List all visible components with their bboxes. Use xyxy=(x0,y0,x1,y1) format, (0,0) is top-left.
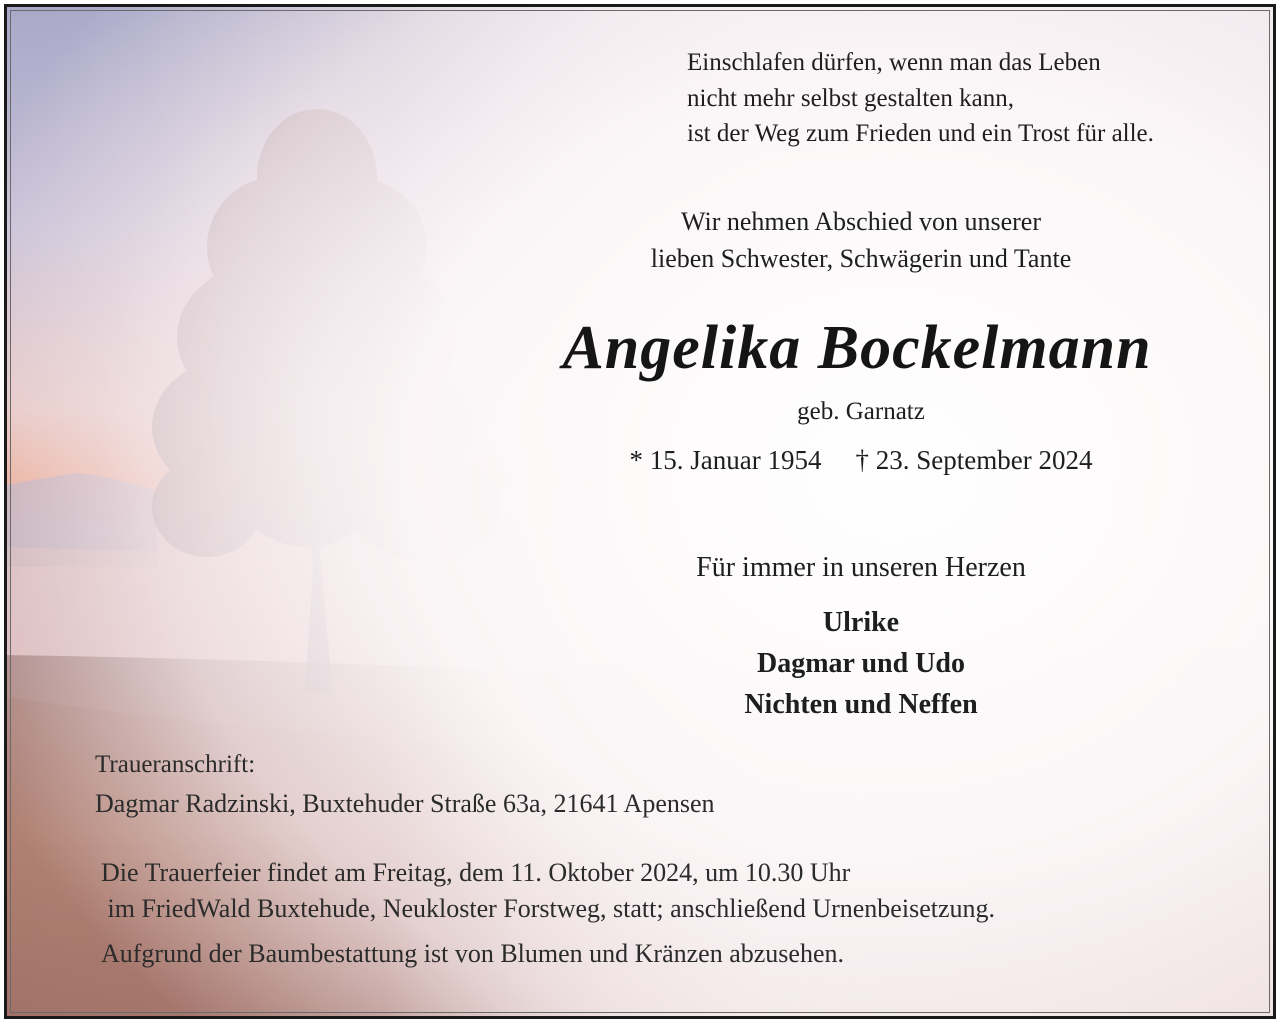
service-line-2: im FriedWald Buxtehude, Neukloster Forstweg, statt; anschließend Urnenbeisetzung. xyxy=(101,894,995,923)
mourners-heading: Für immer in unseren Herzen xyxy=(696,552,1026,583)
motto-line: nicht mehr selbst gestalten kann, xyxy=(687,84,1015,112)
mourner-name: Nichten und Neffen xyxy=(744,689,978,720)
farewell-intro xyxy=(561,203,1161,277)
flowers-note: Aufgrund der Baumbestattung ist von Blumen und Kränzen abzusehen. xyxy=(101,939,844,968)
intro-line-1: Wir nehmen Abschied von unserer xyxy=(681,207,1041,236)
obituary-card xyxy=(4,4,1276,1019)
service-info xyxy=(101,855,995,927)
motto-poem xyxy=(687,45,1154,152)
motto-line: Einschlafen dürfen, wenn man das Leben xyxy=(687,49,1101,76)
deceased-name: Angelika Bockelmann xyxy=(562,314,1152,382)
birth-name: geb. Garnatz xyxy=(797,398,925,425)
mourners-list xyxy=(561,602,1161,725)
life-dates xyxy=(561,445,1161,476)
death-date: † 23. September 2024 xyxy=(855,445,1093,475)
birth-date: * 15. Januar 1954 xyxy=(629,445,822,475)
intro-line-2: lieben Schwester, Schwägerin und Tante xyxy=(650,244,1072,273)
motto-line: ist der Weg zum Frieden und ein Trost für alle. xyxy=(687,120,1154,147)
service-line-1: Die Trauerfeier findet am Freitag, dem 11. Oktober 2024, um 10.30 Uhr xyxy=(101,858,851,887)
address-label: Traueranschrift: xyxy=(95,751,256,778)
mourning-address: Dagmar Radzinski, Buxtehuder Straße 63a, 21641 Apensen xyxy=(95,789,715,818)
mourner-name: Ulrike xyxy=(822,607,900,638)
mourner-name: Dagmar und Udo xyxy=(757,648,965,679)
